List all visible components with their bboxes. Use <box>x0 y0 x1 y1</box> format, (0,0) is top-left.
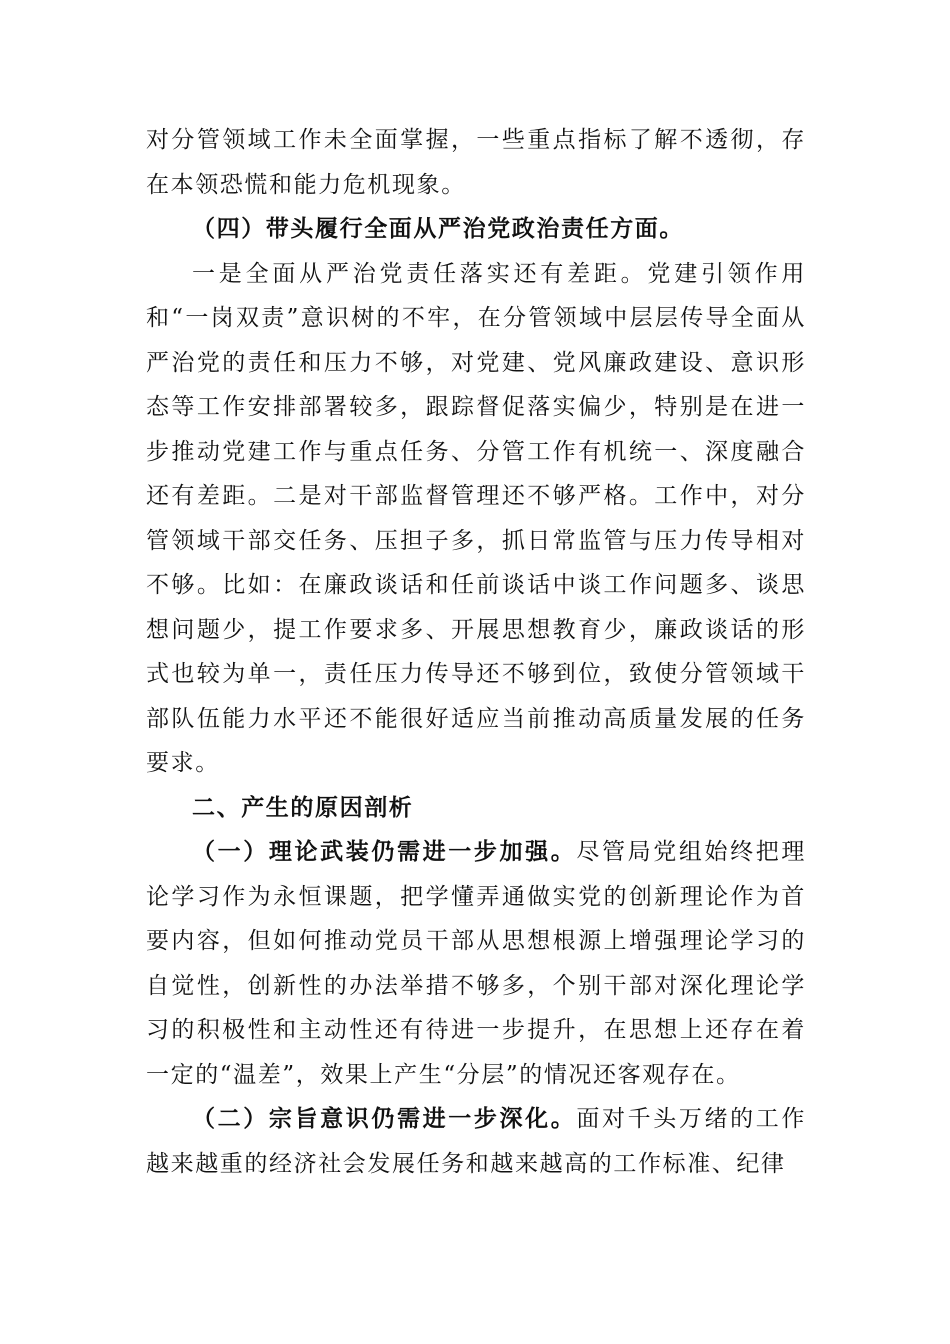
chapter-heading-causes: 二、产生的原因剖析 <box>192 794 414 821</box>
paragraph-continuation: 对分管领域工作未全面掌握，一些重点指标了解不透彻，存在本领恐慌和能力危机现象。 <box>146 127 806 198</box>
section-heading-four: （四）带头履行全面从严治党政治责任方面。 <box>192 215 684 242</box>
paragraph-purpose-text: 面对千头万绪的工作越来越重的经济社会发展任务和越来越高的工作标准、纪律 <box>146 1106 806 1177</box>
paragraph-theory-text: 尽管局党组始终把理论学习作为永恒课题，把学懂弄通做实党的创新理论作为首要内容，但如何推动党员干部从思想根源上增强理论学习的自觉性，创新性的办法举措不够多，个别干部对深化理论学习的积极性和主动性还有待进一步提升，在思想上还存在着一定的“温差”，效果上产生“分层”的情况还客观存在。 <box>146 839 806 1088</box>
paragraph-theory <box>146 830 806 1097</box>
paragraph-theory-lead: （一）理论武装仍需进一步加强。 <box>192 838 577 865</box>
paragraph-purpose <box>146 1097 806 1186</box>
paragraph-purpose-lead: （二）宗旨意识仍需进一步深化。 <box>192 1105 577 1132</box>
document-body <box>146 118 806 1186</box>
paragraph-party-responsibility: 一是全面从严治党责任落实还有差距。党建引领作用和“一岗双责”意识树的不牢，在分管领域中层层传导全面从严治党的责任和压力不够，对党建、党风廉政建设、意识形态等工作安排部署较多，跟踪督促落实偏少，特别是在进一步推动党建工作与重点任务、分管工作有机统一、深度融合还有差距。二是对干部监督管理还不够严格。工作中，对分管领域干部交任务、压担子多，抓日常监管与压力传导相对不够。比如：在廉政谈话和任前谈话中谈工作问题多、谈思想问题少，提工作要求多、开展思想教育少，廉政谈话的形式也较为单一，责任压力传导还不够到位，致使分管领域干部队伍能力水平还不能很好适应当前推动高质量发展的任务要求。 <box>146 260 806 776</box>
